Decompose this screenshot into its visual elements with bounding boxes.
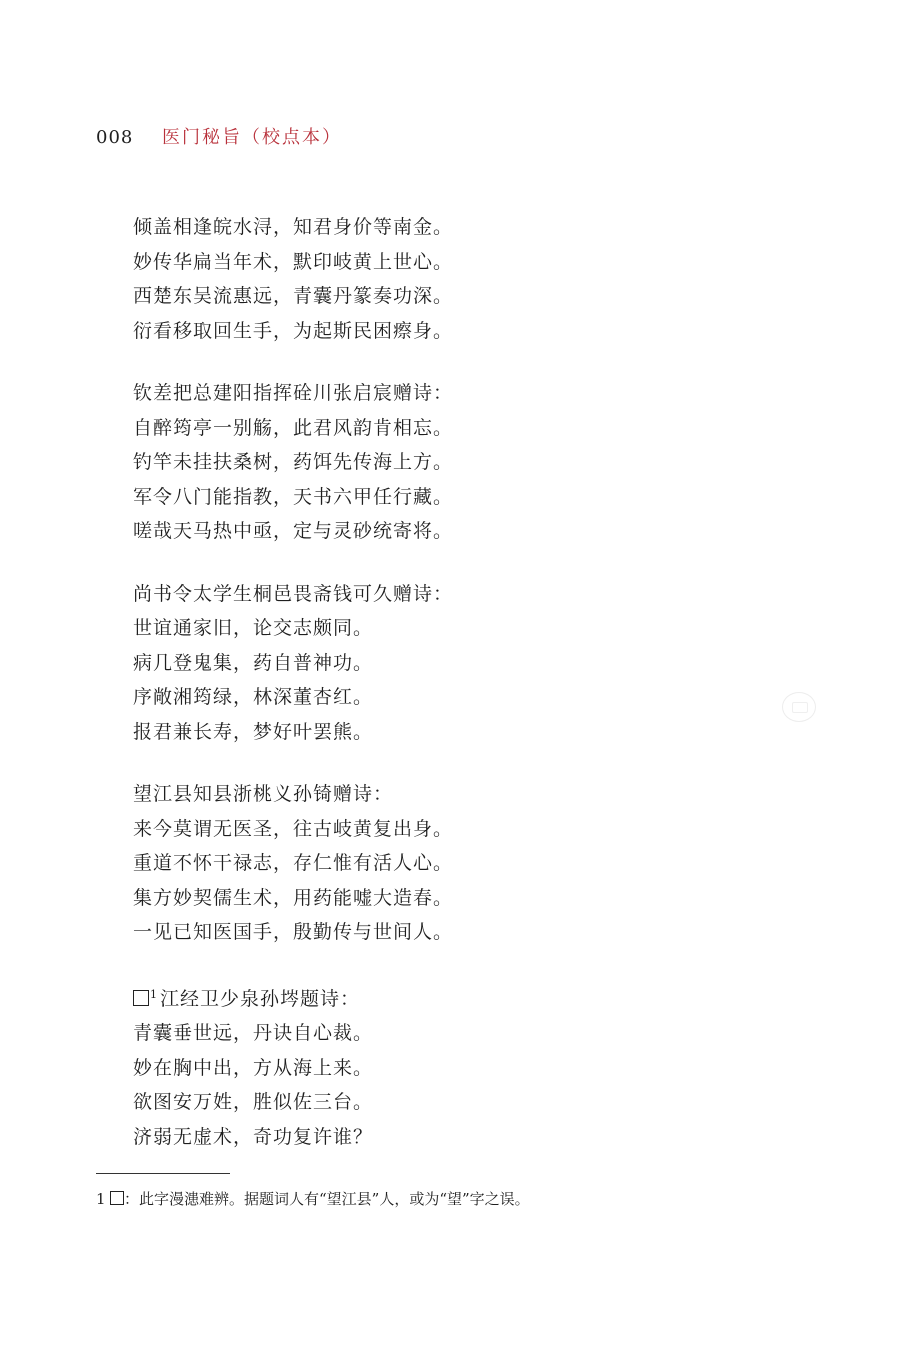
poem-line: 自醉筠亭一别觞，此君风韵肯相忘。 (133, 416, 454, 439)
poem-heading: 尚书令太学生桐邑畏斋钱可久赠诗： (133, 582, 454, 605)
poem-heading (133, 978, 693, 1017)
poem-line: 衍看移取回生手，为起斯民困瘵身。 (133, 319, 454, 342)
poem-group-3 (133, 577, 693, 750)
footnote-marker: 1 (150, 987, 158, 1001)
poem-line: 来今莫谓无医圣，往古岐黄复出身。 (133, 817, 454, 840)
poem-line: 妙在胸中出，方从海上来。 (133, 1056, 374, 1079)
poem-group-4 (133, 777, 693, 950)
poem-line: 妙传华扁当年术，默印岐黄上世心。 (133, 250, 454, 273)
poem-line: 集方妙契儒生术，用药能嘘大造春。 (133, 886, 454, 909)
poem-line: 重道不怀干禄志，存仁惟有活人心。 (133, 852, 454, 874)
poem-line: 钓竿未挂扶桑树，药饵先传海上方。 (133, 451, 454, 473)
poem-line: 倾盖相逢皖水浔，知君身价等南金。 (133, 216, 454, 238)
poem-line: 西楚东吴流惠远，青囊丹篆奏功深。 (133, 285, 454, 307)
faint-watermark-icon (782, 692, 816, 722)
poem-group-5 (133, 978, 693, 1155)
poem-heading-text: 江经卫少泉孙埁题诗： (160, 987, 361, 1010)
poem-line: 一见已知医国手，殷勤传与世间人。 (133, 921, 454, 943)
poem-line: 序敞湘筠绿，林深董杏红。 (133, 686, 374, 708)
poem-line: 青囊垂世远，丹诀自心裁。 (133, 1022, 374, 1044)
poem-group-1 (133, 210, 693, 348)
poem-line: 报君兼长寿，梦好叶罢熊。 (133, 720, 374, 743)
footnote (96, 1188, 530, 1210)
poem-line: 嗟哉天马热中亟，定与灵砂统寄将。 (133, 520, 454, 542)
running-header (96, 126, 342, 150)
poem-body (133, 210, 693, 1182)
book-title: 医门秘旨（校点本） (162, 127, 342, 148)
poem-line: 济弱无虚术，奇功复许谁？ (133, 1125, 374, 1148)
poem-group-2 (133, 376, 693, 549)
page-number: 008 (96, 127, 134, 148)
poem-heading: 钦差把总建阳指挥硂川张启宸赠诗： (133, 382, 454, 404)
poem-line: 军令八门能指教，天书六甲任行藏。 (133, 485, 454, 508)
poem-line: 世谊通家旧，论交志颇同。 (133, 617, 374, 639)
footnote-number: 1 (96, 1190, 106, 1208)
illegible-character-box (133, 990, 149, 1006)
poem-heading: 望江县知县浙桃义孙锜赠诗： (133, 783, 394, 805)
footnote-rule (96, 1173, 230, 1174)
footnote-text: ：此字漫漶难辨。据题词人有“望江县”人，或为“望”字之误。 (124, 1190, 530, 1208)
poem-line: 欲图安万姓，胜似佐三台。 (133, 1091, 374, 1113)
poem-line: 病几登鬼集，药自普神功。 (133, 651, 374, 674)
illegible-character-box (110, 1191, 124, 1205)
